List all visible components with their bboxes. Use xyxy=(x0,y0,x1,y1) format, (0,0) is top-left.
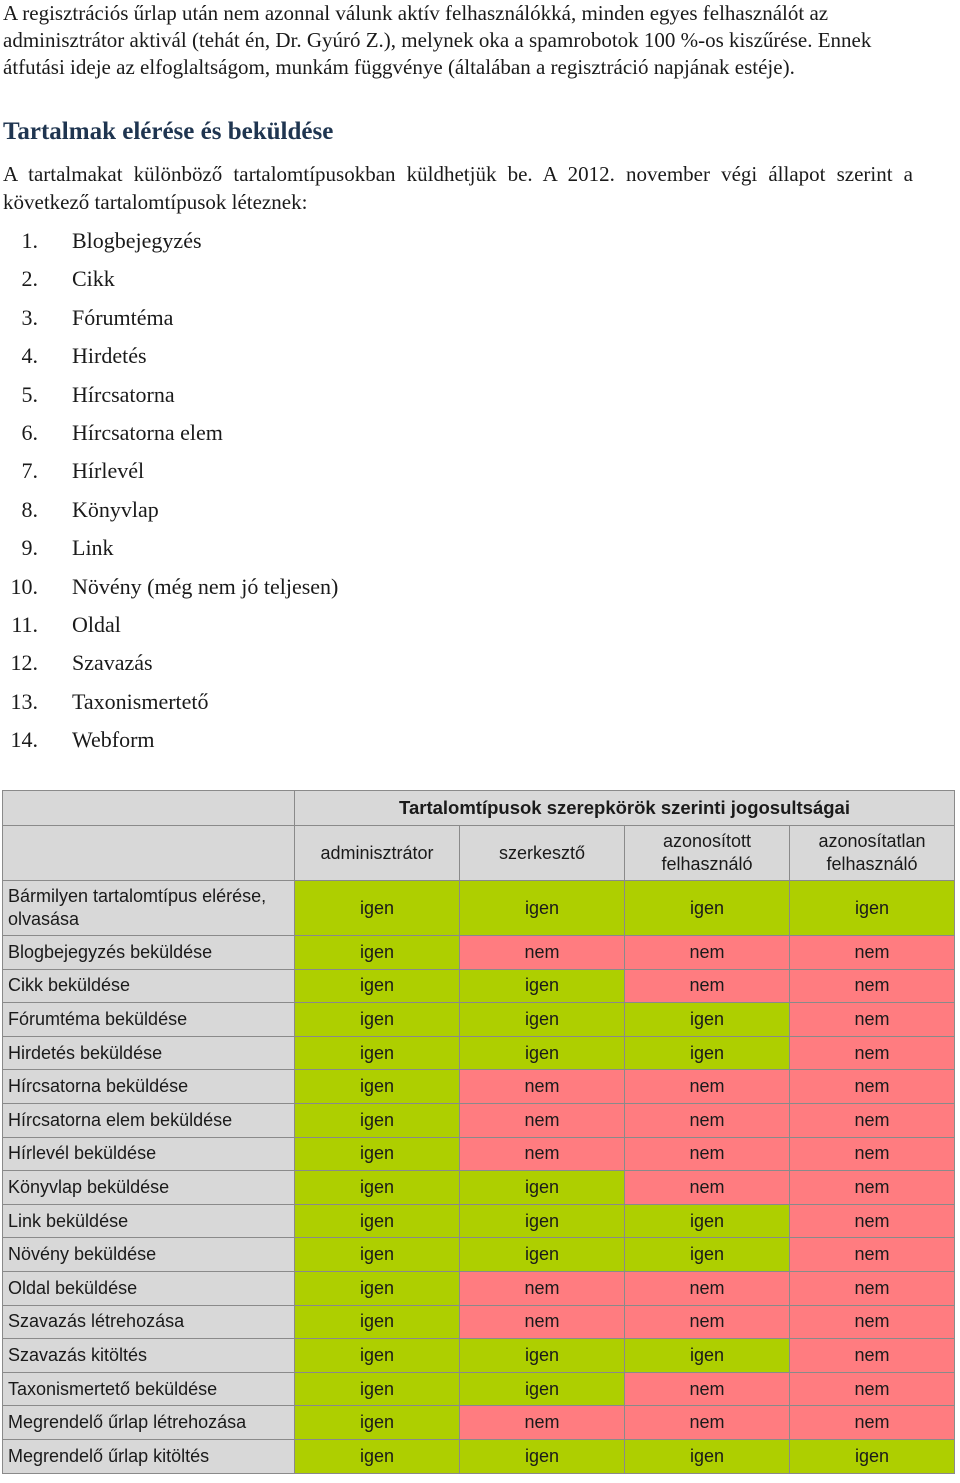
permission-cell: igen xyxy=(790,1439,955,1473)
list-number: 8. xyxy=(21,496,38,522)
content-type-label: Link xyxy=(72,535,114,561)
list-number: 11. xyxy=(11,611,38,637)
table-corner-cell xyxy=(3,826,295,881)
permission-cell: igen xyxy=(295,1271,460,1305)
permission-cell: nem xyxy=(625,1070,790,1104)
permission-cell: nem xyxy=(790,1271,955,1305)
content-type-label: Taxonismertető xyxy=(72,688,209,714)
permission-cell: nem xyxy=(625,1372,790,1406)
column-header-admin: adminisztrátor xyxy=(295,826,460,881)
permission-cell: igen xyxy=(460,1238,625,1272)
permission-cell: igen xyxy=(295,969,460,1003)
permission-cell: igen xyxy=(295,1137,460,1171)
permission-cell: nem xyxy=(790,1070,955,1104)
content-type-label: Hírcsatorna xyxy=(72,381,175,407)
intro-paragraph: A regisztrációs űrlap után nem azonnal válunk aktív felhasználókká, minden egyes felhasználót az adminisztrátor aktivál (tehát én, Dr. Gyúró Z.), melynek oka a spamrobotok 100 %-os kiszűrése. Ennek átfutási ideje az elfoglaltságom, munkám függvénye (általában a regisztráció napjának estéje). xyxy=(3,1,872,79)
permission-cell: igen xyxy=(295,1305,460,1339)
column-header-editor: szerkesztő xyxy=(460,826,625,881)
permission-cell: nem xyxy=(460,1271,625,1305)
permission-cell: igen xyxy=(625,1238,790,1272)
permission-cell: nem xyxy=(790,1003,955,1037)
table-row xyxy=(3,1070,955,1104)
list-number: 14. xyxy=(10,727,38,753)
table-row xyxy=(3,1171,955,1205)
table-row xyxy=(3,936,955,970)
permission-cell: igen xyxy=(460,881,625,936)
content-type-label: Cikk xyxy=(72,266,115,292)
table-row xyxy=(3,969,955,1003)
permission-cell: igen xyxy=(625,1003,790,1037)
permission-cell: igen xyxy=(295,1439,460,1473)
column-header-anonymous: azonosítatlan felhasználó xyxy=(790,826,955,881)
table-row xyxy=(3,1372,955,1406)
list-number: 7. xyxy=(21,458,38,484)
row-label: Növény beküldése xyxy=(3,1238,295,1272)
permission-cell: igen xyxy=(460,1339,625,1373)
row-label: Fórumtéma beküldése xyxy=(3,1003,295,1037)
row-label: Link beküldése xyxy=(3,1204,295,1238)
table-row xyxy=(3,1238,955,1272)
column-header-authenticated: azonosított felhasználó xyxy=(625,826,790,881)
row-label: Hírlevél beküldése xyxy=(3,1137,295,1171)
content-type-label: Hírlevél xyxy=(72,458,145,484)
table-corner-cell xyxy=(3,791,295,826)
permission-cell: igen xyxy=(295,936,460,970)
permission-cell: igen xyxy=(295,1238,460,1272)
row-label: Bármilyen tartalomtípus elérése, olvasása xyxy=(3,881,295,936)
table-row xyxy=(3,1103,955,1137)
table-title-row xyxy=(3,791,955,826)
permission-cell: nem xyxy=(625,1271,790,1305)
permission-cell: igen xyxy=(790,881,955,936)
permission-cell: igen xyxy=(295,1003,460,1037)
permission-cell: igen xyxy=(625,1036,790,1070)
list-number: 12. xyxy=(10,650,38,676)
list-number: 10. xyxy=(10,573,38,599)
table-row xyxy=(3,1305,955,1339)
column-header-row xyxy=(3,826,955,881)
row-label: Hirdetés beküldése xyxy=(3,1036,295,1070)
table-row xyxy=(3,1439,955,1473)
table-row xyxy=(3,1003,955,1037)
permission-cell: igen xyxy=(295,1339,460,1373)
permission-cell: nem xyxy=(625,1137,790,1171)
row-label: Hírcsatorna elem beküldése xyxy=(3,1103,295,1137)
permission-cell: nem xyxy=(625,936,790,970)
permission-cell: nem xyxy=(790,1204,955,1238)
permission-cell: igen xyxy=(295,881,460,936)
content-type-label: Oldal xyxy=(72,611,121,637)
row-label: Megrendelő űrlap kitöltés xyxy=(3,1439,295,1473)
permission-cell: igen xyxy=(625,1439,790,1473)
permission-cell: nem xyxy=(460,1137,625,1171)
table-row xyxy=(3,881,955,936)
table-row xyxy=(3,1204,955,1238)
permission-cell: igen xyxy=(460,969,625,1003)
list-number: 6. xyxy=(21,419,38,445)
section-heading: Tartalmak elérése és beküldése xyxy=(3,118,334,145)
permission-cell: nem xyxy=(790,1339,955,1373)
permission-cell: nem xyxy=(790,1372,955,1406)
content-type-label: Fórumtéma xyxy=(72,304,174,330)
permission-cell: igen xyxy=(295,1070,460,1104)
permission-cell: nem xyxy=(790,1238,955,1272)
permission-cell: igen xyxy=(295,1103,460,1137)
permissions-table-body xyxy=(3,881,955,1474)
table-title: Tartalomtípusok szerepkörök szerinti jogosultságai xyxy=(295,791,955,826)
permission-cell: igen xyxy=(295,1406,460,1440)
list-number: 4. xyxy=(21,343,38,369)
permission-cell: igen xyxy=(295,1036,460,1070)
permissions-table xyxy=(2,790,955,1474)
row-label: Oldal beküldése xyxy=(3,1271,295,1305)
table-row xyxy=(3,1406,955,1440)
row-label: Cikk beküldése xyxy=(3,969,295,1003)
content-type-label: Blogbejegyzés xyxy=(72,228,202,253)
content-types-intro: A tartalmakat különböző tartalomtípusokban küldhetjük be. A 2012. november végi állapot szerint a következő tartalomtípusok léteznek: xyxy=(3,162,913,214)
permission-cell: nem xyxy=(625,969,790,1003)
row-label: Hírcsatorna beküldése xyxy=(3,1070,295,1104)
permission-cell: nem xyxy=(460,936,625,970)
permission-cell: igen xyxy=(295,1204,460,1238)
permission-cell: nem xyxy=(625,1406,790,1440)
content-type-label: Hirdetés xyxy=(72,343,147,369)
permission-cell: nem xyxy=(790,1171,955,1205)
permission-cell: nem xyxy=(790,936,955,970)
permission-cell: igen xyxy=(295,1372,460,1406)
permission-cell: nem xyxy=(790,1137,955,1171)
content-type-label: Hírcsatorna elem xyxy=(72,419,223,445)
permission-cell: igen xyxy=(460,1171,625,1205)
row-label: Könyvlap beküldése xyxy=(3,1171,295,1205)
permission-cell: nem xyxy=(790,1406,955,1440)
list-number: 2. xyxy=(21,266,38,292)
permission-cell: igen xyxy=(460,1372,625,1406)
permission-cell: nem xyxy=(790,1103,955,1137)
content-type-label: Szavazás xyxy=(72,650,153,676)
content-type-label: Webform xyxy=(72,727,155,753)
permission-cell: nem xyxy=(460,1305,625,1339)
content-type-label: Könyvlap xyxy=(72,496,159,522)
permission-cell: nem xyxy=(460,1406,625,1440)
row-label: Megrendelő űrlap létrehozása xyxy=(3,1406,295,1440)
row-label: Taxonismertető beküldése xyxy=(3,1372,295,1406)
permission-cell: nem xyxy=(625,1171,790,1205)
permission-cell: igen xyxy=(460,1204,625,1238)
content-type-label: Növény (még nem jó teljesen) xyxy=(72,573,339,599)
permission-cell: igen xyxy=(625,1204,790,1238)
permission-cell: nem xyxy=(790,1305,955,1339)
permission-cell: igen xyxy=(460,1439,625,1473)
permission-cell: igen xyxy=(460,1036,625,1070)
list-number: 3. xyxy=(21,304,38,330)
list-number: 1. xyxy=(21,228,38,253)
permission-cell: nem xyxy=(460,1070,625,1104)
list-number: 5. xyxy=(21,381,38,407)
list-number: 9. xyxy=(21,535,38,561)
table-row xyxy=(3,1339,955,1373)
table-row xyxy=(3,1137,955,1171)
permission-cell: nem xyxy=(790,1036,955,1070)
permission-cell: nem xyxy=(625,1103,790,1137)
permission-cell: igen xyxy=(460,1003,625,1037)
permission-cell: igen xyxy=(625,1339,790,1373)
row-label: Szavazás kitöltés xyxy=(3,1339,295,1373)
permission-cell: igen xyxy=(295,1171,460,1205)
permission-cell: nem xyxy=(625,1305,790,1339)
list-number: 13. xyxy=(10,688,38,714)
row-label: Blogbejegyzés beküldése xyxy=(3,936,295,970)
permission-cell: nem xyxy=(790,969,955,1003)
permission-cell: igen xyxy=(625,881,790,936)
table-row xyxy=(3,1271,955,1305)
permission-cell: nem xyxy=(460,1103,625,1137)
table-row xyxy=(3,1036,955,1070)
row-label: Szavazás létrehozása xyxy=(3,1305,295,1339)
